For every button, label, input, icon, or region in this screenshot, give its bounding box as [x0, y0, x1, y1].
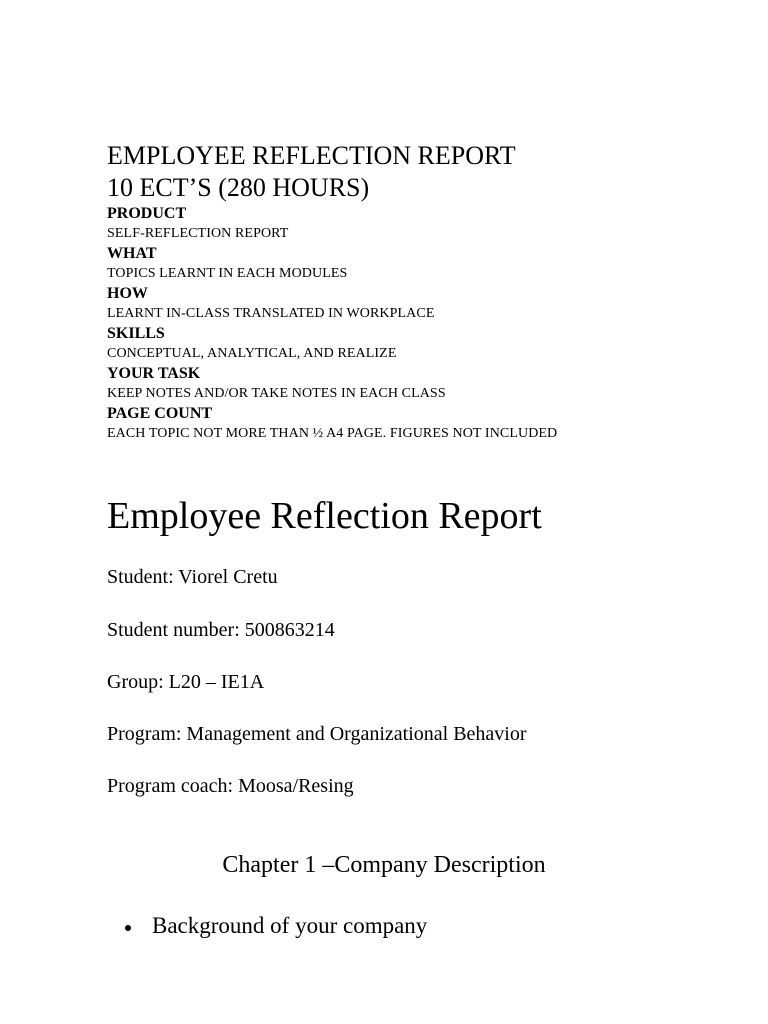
section-label-skills: SKILLS	[107, 325, 165, 342]
brief-subtitle: 10 ECT’S (280 HOURS)	[107, 173, 370, 202]
student-number: Student number: 500863214	[107, 619, 335, 641]
section-text-your-task: KEEP NOTES AND/OR TAKE NOTES IN EACH CLASS	[107, 386, 446, 401]
student-name: Student: Viorel Cretu	[107, 566, 278, 588]
section-text-how: LEARNT IN-CLASS TRANSLATED IN WORKPLACE	[107, 306, 435, 321]
section-text-page-count: EACH TOPIC NOT MORE THAN ½ A4 PAGE. FIGURES NOT INCLUDED	[107, 426, 558, 441]
list-item-text: Background of your company	[152, 913, 428, 938]
report-title: Employee Reflection Report	[107, 495, 542, 537]
section-label-page-count: PAGE COUNT	[107, 405, 213, 422]
section-text-what: TOPICS LEARNT IN EACH MODULES	[107, 266, 348, 281]
section-label-your-task: YOUR TASK	[107, 365, 201, 382]
group: Group: L20 – IE1A	[107, 671, 265, 693]
brief-title: EMPLOYEE REFLECTION REPORT	[107, 141, 516, 170]
section-text-product: SELF-REFLECTION REPORT	[107, 226, 289, 241]
section-label-product: PRODUCT	[107, 205, 187, 222]
section-label-how: HOW	[107, 285, 148, 302]
chapter-heading: Chapter 1 –Company Description	[222, 852, 546, 878]
bullet-icon	[125, 925, 131, 931]
assignment-brief	[107, 140, 747, 444]
program: Program: Management and Organizational Behavior	[107, 723, 527, 745]
section-text-skills: CONCEPTUAL, ANALYTICAL, AND REALIZE	[107, 346, 397, 361]
program-coach: Program coach: Moosa/Resing	[107, 775, 354, 797]
section-label-what: WHAT	[107, 245, 157, 262]
